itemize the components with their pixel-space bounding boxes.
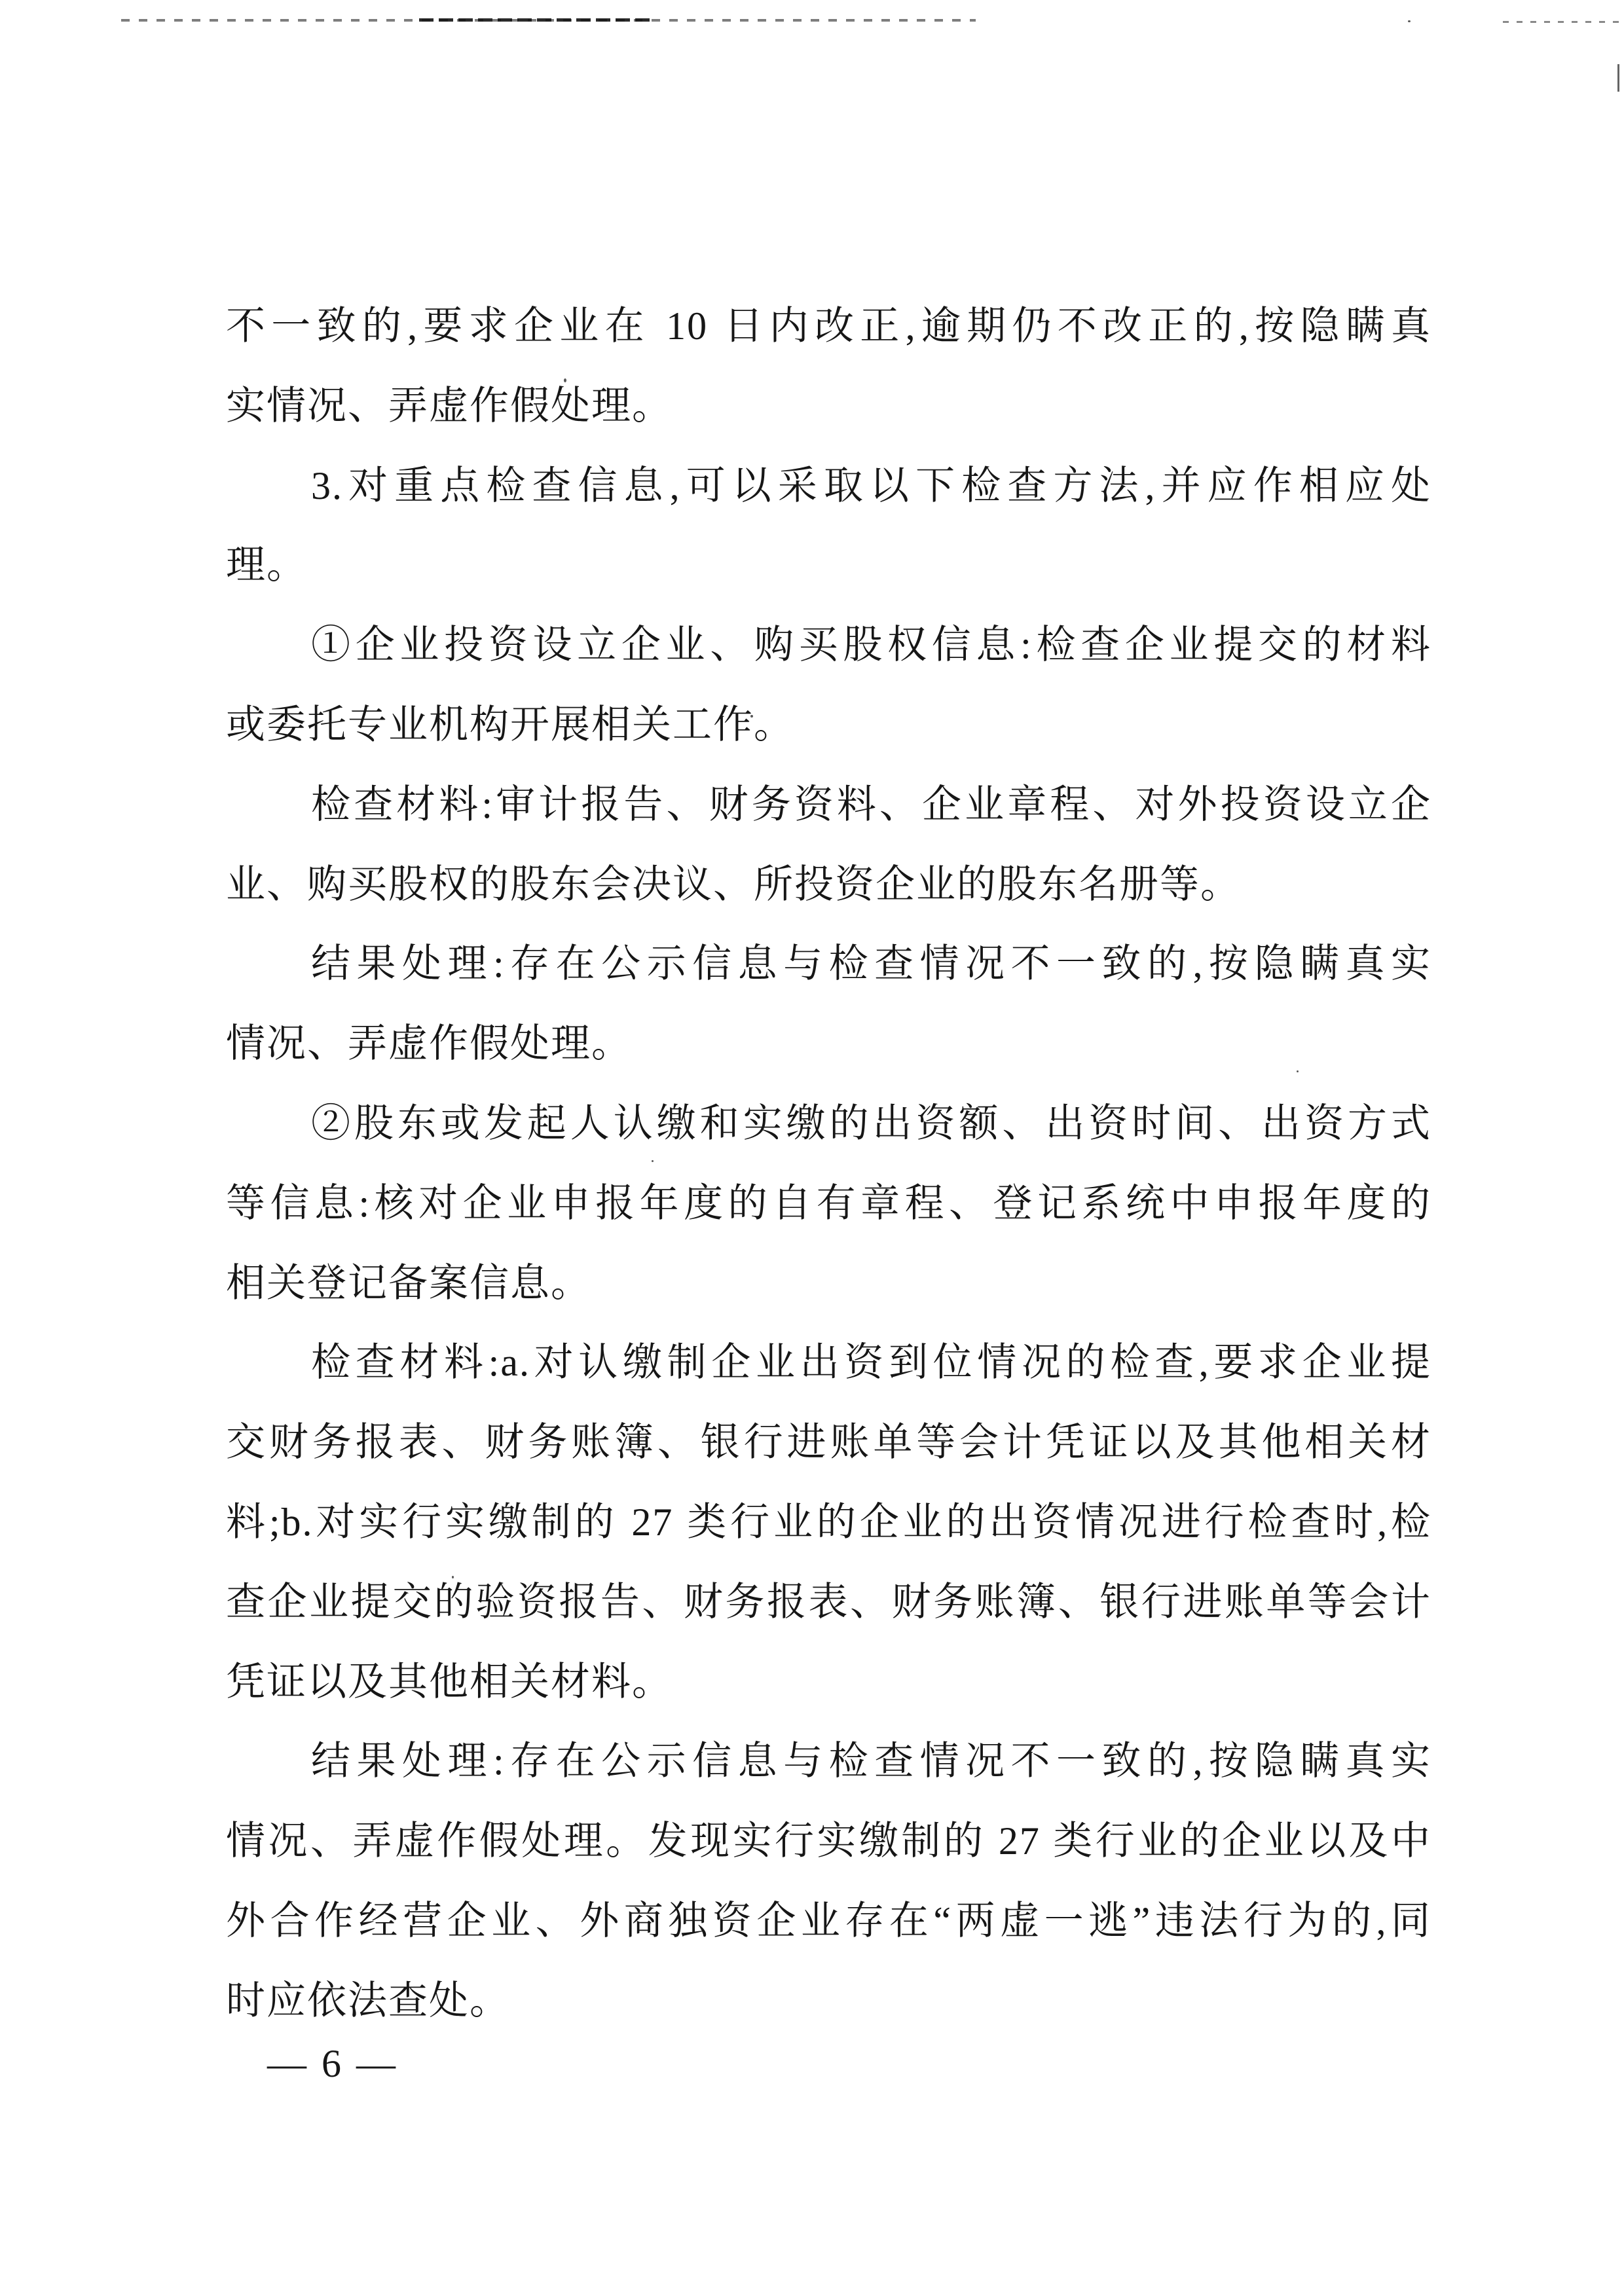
text-line: 业、购买股权的股东会决议、所投资企业的股东名册等。	[226, 862, 1241, 906]
scan-edge-mark	[1617, 64, 1619, 92]
text-line: 实情况、弄虚作假处理。	[226, 384, 673, 428]
text-line: 时应依法查处。	[226, 1978, 510, 2022]
scan-speck	[1408, 20, 1411, 22]
text-line: 情况、弄虚作假处理。	[226, 1022, 632, 1066]
text-line: 相关登记备案信息。	[226, 1261, 591, 1305]
text-line: 料;b.对实行实缴制的 27 类行业的企业的出资情况进行检查时,检	[226, 1500, 1431, 1544]
text-line: 检查材料:审计报告、财务资料、企业章程、对外投资设立企	[311, 782, 1431, 826]
text-line: 情况、弄虚作假处理。发现实行实缴制的 27 类行业的企业以及中	[226, 1819, 1431, 1863]
body-text	[226, 287, 1431, 2041]
text-line: 理。	[226, 543, 307, 587]
text-line: 凭证以及其他相关材料。	[226, 1660, 673, 1704]
scan-noise-line-dense	[419, 18, 655, 22]
scan-noise-line-right	[1503, 21, 1621, 23]
text-line: 检查材料:a.对认缴制企业出资到位情况的检查,要求企业提	[311, 1341, 1431, 1385]
page-number: — 6 —	[267, 2042, 398, 2085]
text-line: 不一致的,要求企业在 10 日内改正,逾期仍不改正的,按隐瞒真	[226, 304, 1431, 348]
text-line: 或委托专业机构开展相关工作。	[226, 702, 794, 746]
text-line: ①企业投资设立企业、购买股权信息:检查企业提交的材料	[311, 623, 1431, 667]
text-line: 3.对重点检查信息,可以采取以下检查方法,并应作相应处	[311, 464, 1431, 507]
text-line: 外合作经营企业、外商独资企业存在“两虚一逃”违法行为的,同	[226, 1899, 1431, 1942]
text-line: 结果处理:存在公示信息与检查情况不一致的,按隐瞒真实	[311, 942, 1431, 986]
text-line: 等信息:核对企业申报年度的自有章程、登记系统中申报年度的	[226, 1181, 1431, 1225]
text-line: ②股东或发起人认缴和实缴的出资额、出资时间、出资方式	[311, 1101, 1431, 1145]
text-line: 查企业提交的验资报告、财务报表、财务账簿、银行进账单等会计	[226, 1580, 1431, 1624]
text-line: 结果处理:存在公示信息与检查情况不一致的,按隐瞒真实	[311, 1740, 1431, 1783]
text-line: 交财务报表、财务账簿、银行进账单等会计凭证以及其他相关材	[226, 1421, 1431, 1465]
